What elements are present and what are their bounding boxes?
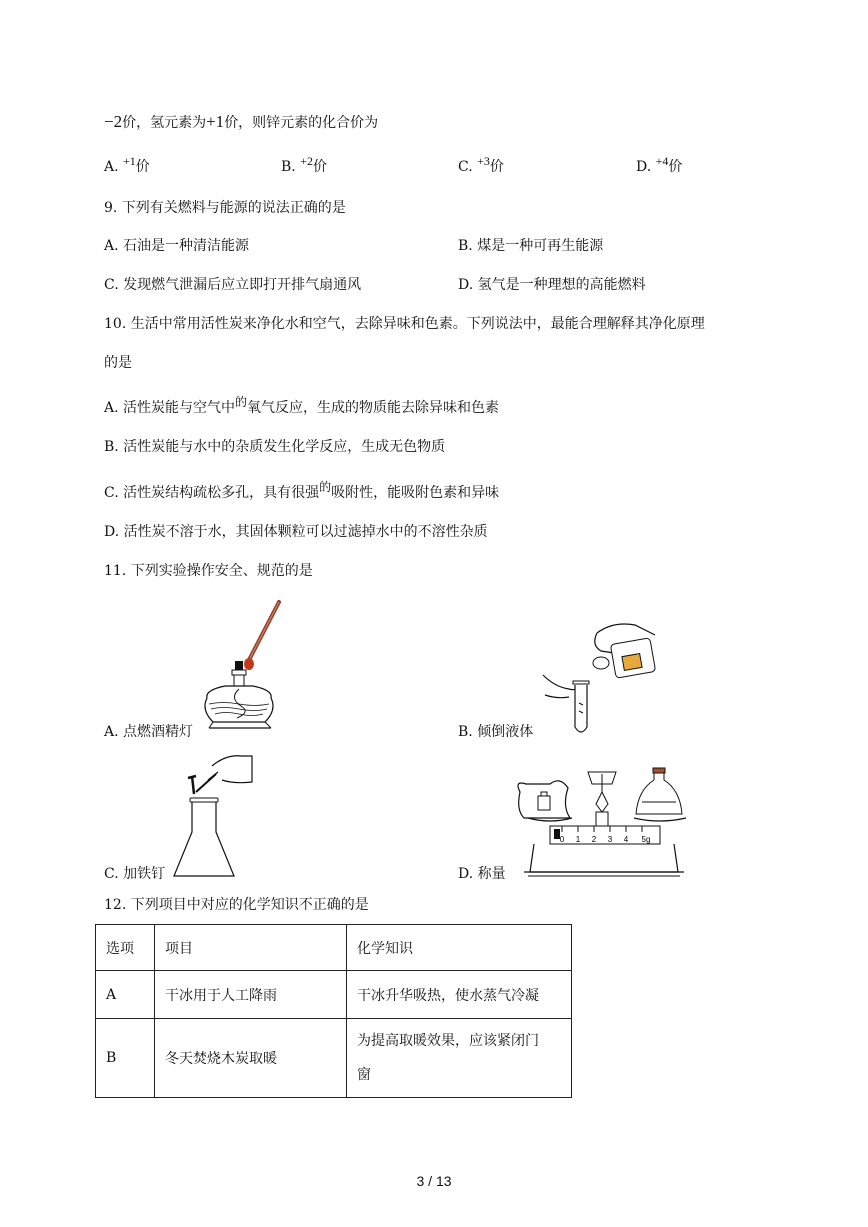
q12-table <box>95 924 572 1098</box>
q8-option-b: B. +2价 <box>281 154 327 175</box>
right-pan <box>634 818 686 821</box>
q11-stem: 11. 下列实验操作安全、规范的是 <box>104 563 313 579</box>
q11-option-a: A. 点燃酒精灯 <box>104 724 194 740</box>
pour-liquid-figure <box>535 615 660 740</box>
row-option: A <box>96 971 155 1019</box>
row-option: B <box>96 1019 155 1098</box>
q10-option-c: C. 活性炭结构疏松多孔，具有很强的吸附性，能吸附色素和异味 <box>104 480 500 501</box>
scale-tick-label: 3 <box>607 835 613 844</box>
table-row <box>96 1019 572 1098</box>
balance-base <box>530 844 678 872</box>
q10-option-b: B. 活性炭能与水中的杂质发生化学反应，生成无色物质 <box>104 439 446 455</box>
q8-option-d: D. +4价 <box>636 154 683 175</box>
q11-option-d: D. 称量 <box>458 866 506 882</box>
valence-minus2: −2 <box>104 112 123 131</box>
q8-option-a: A. +1价 <box>104 154 150 175</box>
hand <box>212 756 252 783</box>
q9-stem: 9. 下列有关燃料与能源的说法正确的是 <box>104 200 346 216</box>
page-number: 3 / 13 <box>416 1173 452 1189</box>
flask-on-pan <box>636 772 682 814</box>
balance-figure <box>510 762 695 884</box>
q10-stem-line2: 的是 <box>104 355 132 371</box>
scale-tick-label: 1 <box>575 835 581 844</box>
row-knowledge: 为提高取暖效果，应该紧闭门 窗 <box>347 1019 572 1098</box>
q11-option-c: C. 加铁钉 <box>104 866 166 882</box>
scale-tick-label: 0 <box>559 835 565 844</box>
q9-option-c: C. 发现燃气泄漏后应立即打开排气扇通风 <box>104 277 362 293</box>
row-item: 干冰用于人工降雨 <box>155 971 347 1019</box>
valence-plus1: +1 <box>206 112 225 131</box>
q11-option-b: B. 倾倒液体 <box>458 724 534 740</box>
q8-option-c: C. +3价 <box>458 154 504 175</box>
scale-tick-label: 2 <box>591 835 597 844</box>
add-nail-figure <box>168 752 253 884</box>
q10-option-a: A. 活性炭能与空气中的氧气反应，生成的物质能去除异味和色素 <box>104 395 500 416</box>
q9-option-a: A. 石油是一种清洁能源 <box>104 238 250 254</box>
scale-tick-label: 5g <box>641 835 651 844</box>
test-tube <box>575 685 587 732</box>
scale-tick-label: 4 <box>623 835 629 844</box>
bottle-label <box>622 654 642 671</box>
row-item: 冬天焚烧木炭取暖 <box>155 1019 347 1098</box>
bottle-stopper <box>593 657 609 669</box>
upper-hand <box>597 624 655 635</box>
alcohol-lamp-figure <box>195 598 285 738</box>
row-knowledge: 干冰升华吸热，使水蒸气冷凝 <box>347 971 572 1019</box>
table-header-row <box>96 925 572 971</box>
conical-flask <box>174 802 234 876</box>
q8-stem-tail: −2价，氢元素为+1价，则锌元素的化合价为 <box>104 112 379 131</box>
header-knowledge: 化学知识 <box>347 925 572 971</box>
header-option: 选项 <box>96 925 155 971</box>
q12-stem: 12. 下列项目中对应的化学知识不正确的是 <box>104 897 369 913</box>
q10-option-d: D. 活性炭不溶于水，其固体颗粒可以过滤掉水中的不溶性杂质 <box>104 524 488 540</box>
q9-option-d: D. 氢气是一种理想的高能燃料 <box>458 277 646 293</box>
tweezers <box>196 774 216 792</box>
q10-stem-line1: 10. 生活中常用活性炭来净化水和空气，去除异味和色素。下列说法中，最能合理解释其净化原理 <box>104 316 705 332</box>
header-item: 项目 <box>155 925 347 971</box>
weight-icon <box>538 796 550 810</box>
q9-option-b: B. 煤是一种可再生能源 <box>458 238 604 254</box>
iron-nail <box>192 776 194 794</box>
table-row <box>96 971 572 1019</box>
match-flame-icon <box>244 658 254 670</box>
